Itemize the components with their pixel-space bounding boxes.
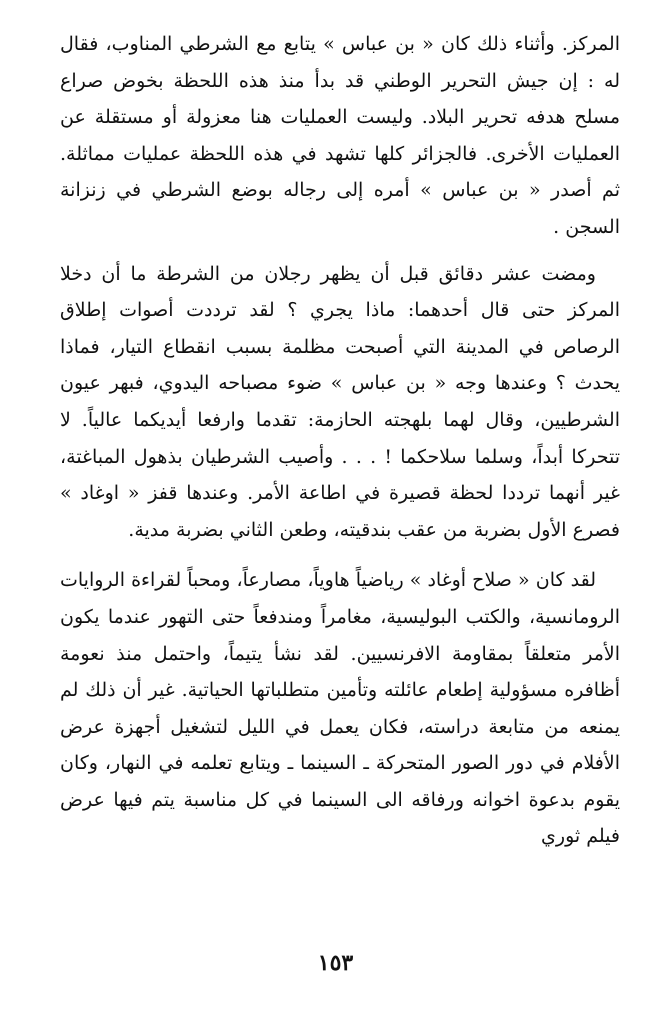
paragraph-2: ومضت عشر دقائق قبل أن يظهر رجلان من الشرطة ما أن دخلا المركز حتى قال أحدهما: ماذا يجري ؟ لقد ترددت أصوات إطلاق الرصاص في المدينة التي أصبحت مظلمة بسبب انقطاع التيار، فماذا يحدث ؟ وعندها وجه « بن عباس » ضوء مصباحه اليدوي، فبهر عيون الشرطيين، وقال لهما بلهجته الحازمة: تقدما وارفعا أيديكما عالياً. لا تتحركا أبداً، وسلما سلاحكما ! . . . وأصيب الشرطيان بذهول المباغتة، غير أنهما ترددا لحظة قصيرة في اطاعة الأمر. وعندها قفز « اوغاد » فصرع الأول بضربة من عقب بندقيته، وطعن الثاني بضربة مدية. [60,262,620,541]
page-body [60,26,620,855]
page-number: ١٥٣ [317,950,354,976]
paragraph-3: لقد كان « صلاح أوغاد » رياضياً هاوياً، مصارعاً، ومحباً لقراءة الروايات الرومانسية، والكتب البوليسية، مغامراً ومندفعاً حتى التهور عندما يكون الأمر متعلقاً بمقاومة الافرنسيين. لقد نشأ يتيماً، واحتمل منذ نعومة أظافره مسؤولية إطعام عائلته وتأمين متطلباتها الحياتية. غير أن ذلك لم يمنعه من متابعة دراسته، فكان يعمل في الليل لتشغيل أجهزة عرض الأفلام في دور الصور المتحركة ـ السينما ـ ويتابع تعلمه في النهار، وكان يقوم بدعوة اخوانه ورفاقه الى السينما في كل مناسبة يتم فيها عرض فيلم ثوري [60,569,620,848]
paragraph-1: المركز. وأثناء ذلك كان « بن عباس » يتابع مع الشرطي المناوب، فقال له : إن جيش التحرير الوطني قد بدأ منذ هذه اللحظة بخوض صراع مسلح هدفه تحرير البلاد. وليست العمليات هنا معزولة أو مستقلة عن العمليات الأخرى. فالجزائر كلها تشهد في هذه اللحظة عمليات مماثلة. ثم أصدر « بن عباس » أمره إلى رجاله بوضع الشرطي في زنزانة السجن . [60,33,620,238]
